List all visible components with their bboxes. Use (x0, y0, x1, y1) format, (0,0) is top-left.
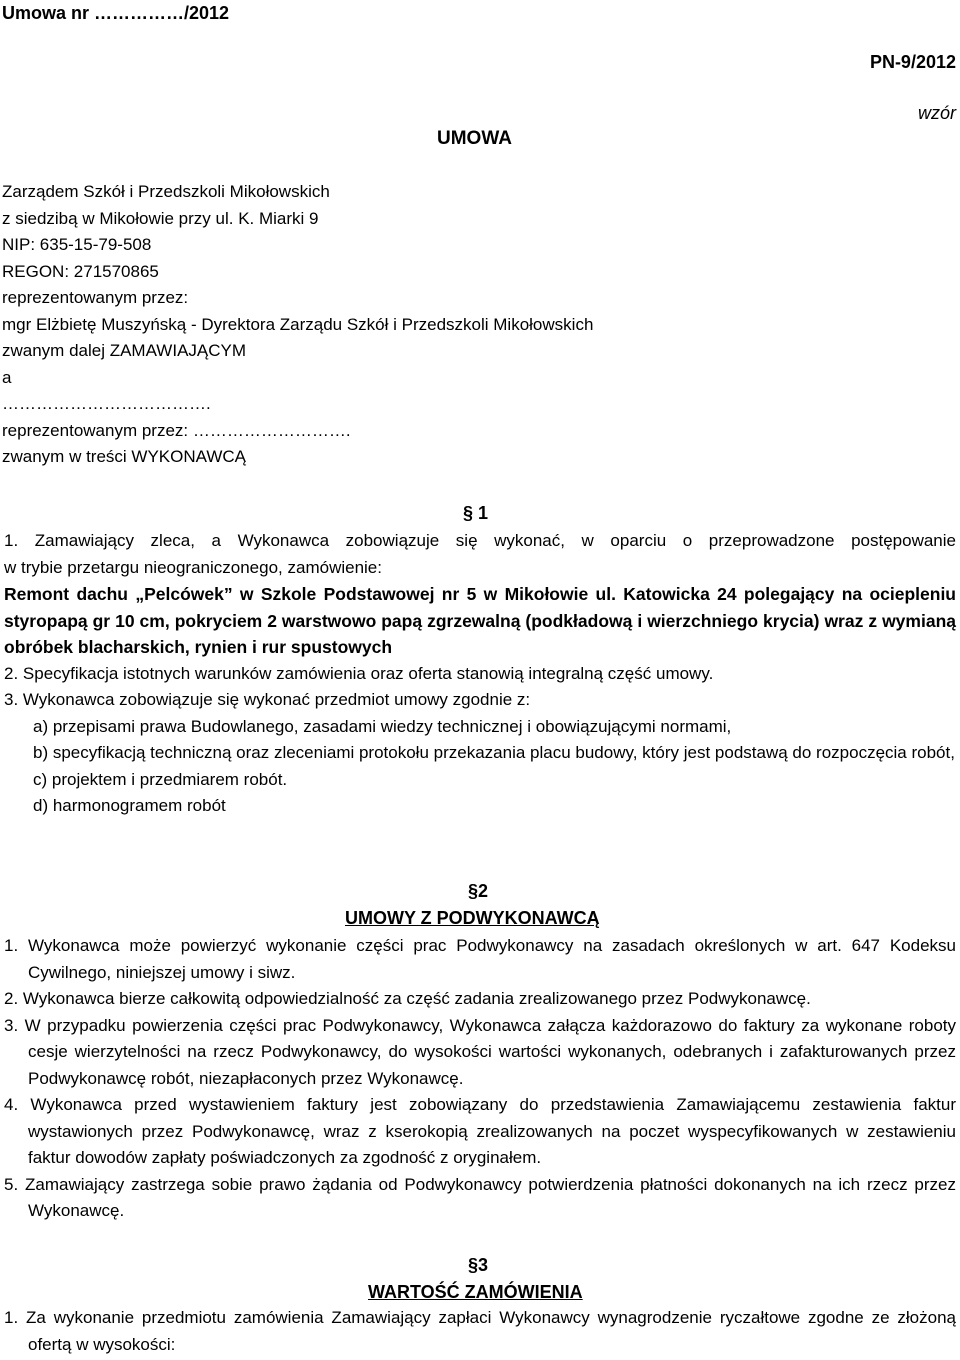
section-1-item-b: b) specyfikacją techniczną oraz zleceniami protokołu przekazania placu budowy, który jest podstawą do rozpoczęcia robót, (33, 743, 955, 762)
section-3-heading: WARTOŚĆ ZAMÓWIENIA (368, 1282, 583, 1302)
section-3-paragraph-1: 1. Za wykonanie przedmiotu zamówienia Zamawiający zapłaci Wykonawcy wynagrodzenie ryczałtowe zgodne ze złożoną ofertą w wysokości: (4, 1308, 956, 1354)
party-line: z siedzibą w Mikołowie przy ul. K. Miarki 9 (2, 208, 319, 228)
party-line: a (2, 367, 12, 387)
procedure-code: PN-9/2012 (869, 52, 956, 72)
party-line: zwanym dalej ZAMAWIAJĄCYM (2, 341, 247, 360)
contract-subject: Remont dachu „Pelcówek” w Szkole Podstawowej nr 5 w Mikołowie ul. Katowicka 24 polegający na ociepleniu styropapą gr 10 cm, pokryciem 2 warstwowo papą zgrzewalną (podkładową i wierzchniego krycia) wraz z wymianą obróbek blacharskich, rynien i rur spustowych (4, 584, 956, 657)
section-3-body (4, 1305, 956, 1358)
section-3-sign: §3 (468, 1255, 489, 1275)
party-line: mgr Elżbietę Muszyńską - Dyrektora Zarządu Szkół i Przedszkoli Mikołowskich (2, 314, 594, 334)
section-1-body (4, 528, 956, 820)
section-1-paragraph-3: 3. Wykonawca zobowiązuje się wykonać przedmiot umowy zgodnie z: (4, 690, 531, 709)
section-1-item-d: d) harmonogramem robót (33, 796, 226, 815)
party-line: REGON: 271570865 (2, 261, 159, 281)
section-1-paragraph-1-line-2: w trybie przetargu nieograniczonego, zamówienie: (4, 557, 382, 577)
section-2-item: 3. W przypadku powierzenia części prac Podwykonawcy, Wykonawca załącza każdorazowo do faktury za wykonane roboty cesje wierzytelności na rzecz Podwykonawcy, do wysokości wartości wykonanych, odebranych i zafakturowanych przez Podwykonawcę robót, niezapłaconych przez Wykonawcę. (4, 1015, 956, 1088)
section-1-paragraph-2: 2. Specyfikacja istotnych warunków zamówienia oraz oferta stanowią integralną część umowy. (4, 663, 714, 683)
section-2-item: 5. Zamawiający zastrzega sobie prawo żądania od Podwykonawcy potwierdzenia płatności dokonanych na ich rzecz przez Wykonawcę. (4, 1174, 956, 1220)
template-label: wzór (917, 103, 956, 123)
party-line: ………………………………. (2, 394, 211, 413)
contract-number-title: Umowa nr ……………/2012 (2, 3, 230, 23)
section-2-item: 2. Wykonawca bierze całkowitą odpowiedzialność za część zadania zrealizowanego przez Podwykonawcę. (4, 989, 811, 1008)
section-2-item: 4. Wykonawca przed wystawieniem faktury jest zobowiązany do przedstawienia Zamawiającemu zestawienia faktur wystawionych przez Podwykonawcę, wraz z kserokopią zrealizowanych na poczet wyspecyfikowanych w zestawieniu faktur dowodów zapłaty poświadczonych za zgodność z oryginałem. (4, 1095, 956, 1167)
party-line: Zarządem Szkół i Przedszkoli Mikołowskich (2, 182, 330, 201)
party-line: reprezentowanym przez: ………………………. (2, 420, 351, 440)
section-2-sign: §2 (468, 881, 489, 901)
section-2-body (4, 933, 956, 1225)
document-heading: UMOWA (437, 128, 512, 149)
section-1-paragraph-1-line-1: 1. Zamawiający zleca, a Wykonawca zobowiązuje się wykonać, w oparciu o przeprowadzone postępowanie (4, 531, 956, 550)
section-1-item-c: c) projektem i przedmiarem robót. (33, 769, 288, 789)
parties-block (2, 179, 952, 471)
party-line: reprezentowanym przez: (2, 288, 189, 307)
party-line: NIP: 635-15-79-508 (2, 235, 152, 254)
section-2-item: 1. Wykonawca może powierzyć wykonanie części prac Podwykonawcy na zasadach określonych w art. 647 Kodeksu Cywilnego, niniejszej umowy i siwz. (4, 936, 956, 982)
section-1-item-a: a) przepisami prawa Budowlanego, zasadami wiedzy technicznej i obowiązującymi normami, (33, 716, 732, 736)
party-line: zwanym w treści WYKONAWCĄ (2, 447, 247, 466)
section-1-sign: § 1 (463, 503, 489, 523)
section-2-heading: UMOWY Z PODWYKONAWCĄ (345, 908, 600, 928)
